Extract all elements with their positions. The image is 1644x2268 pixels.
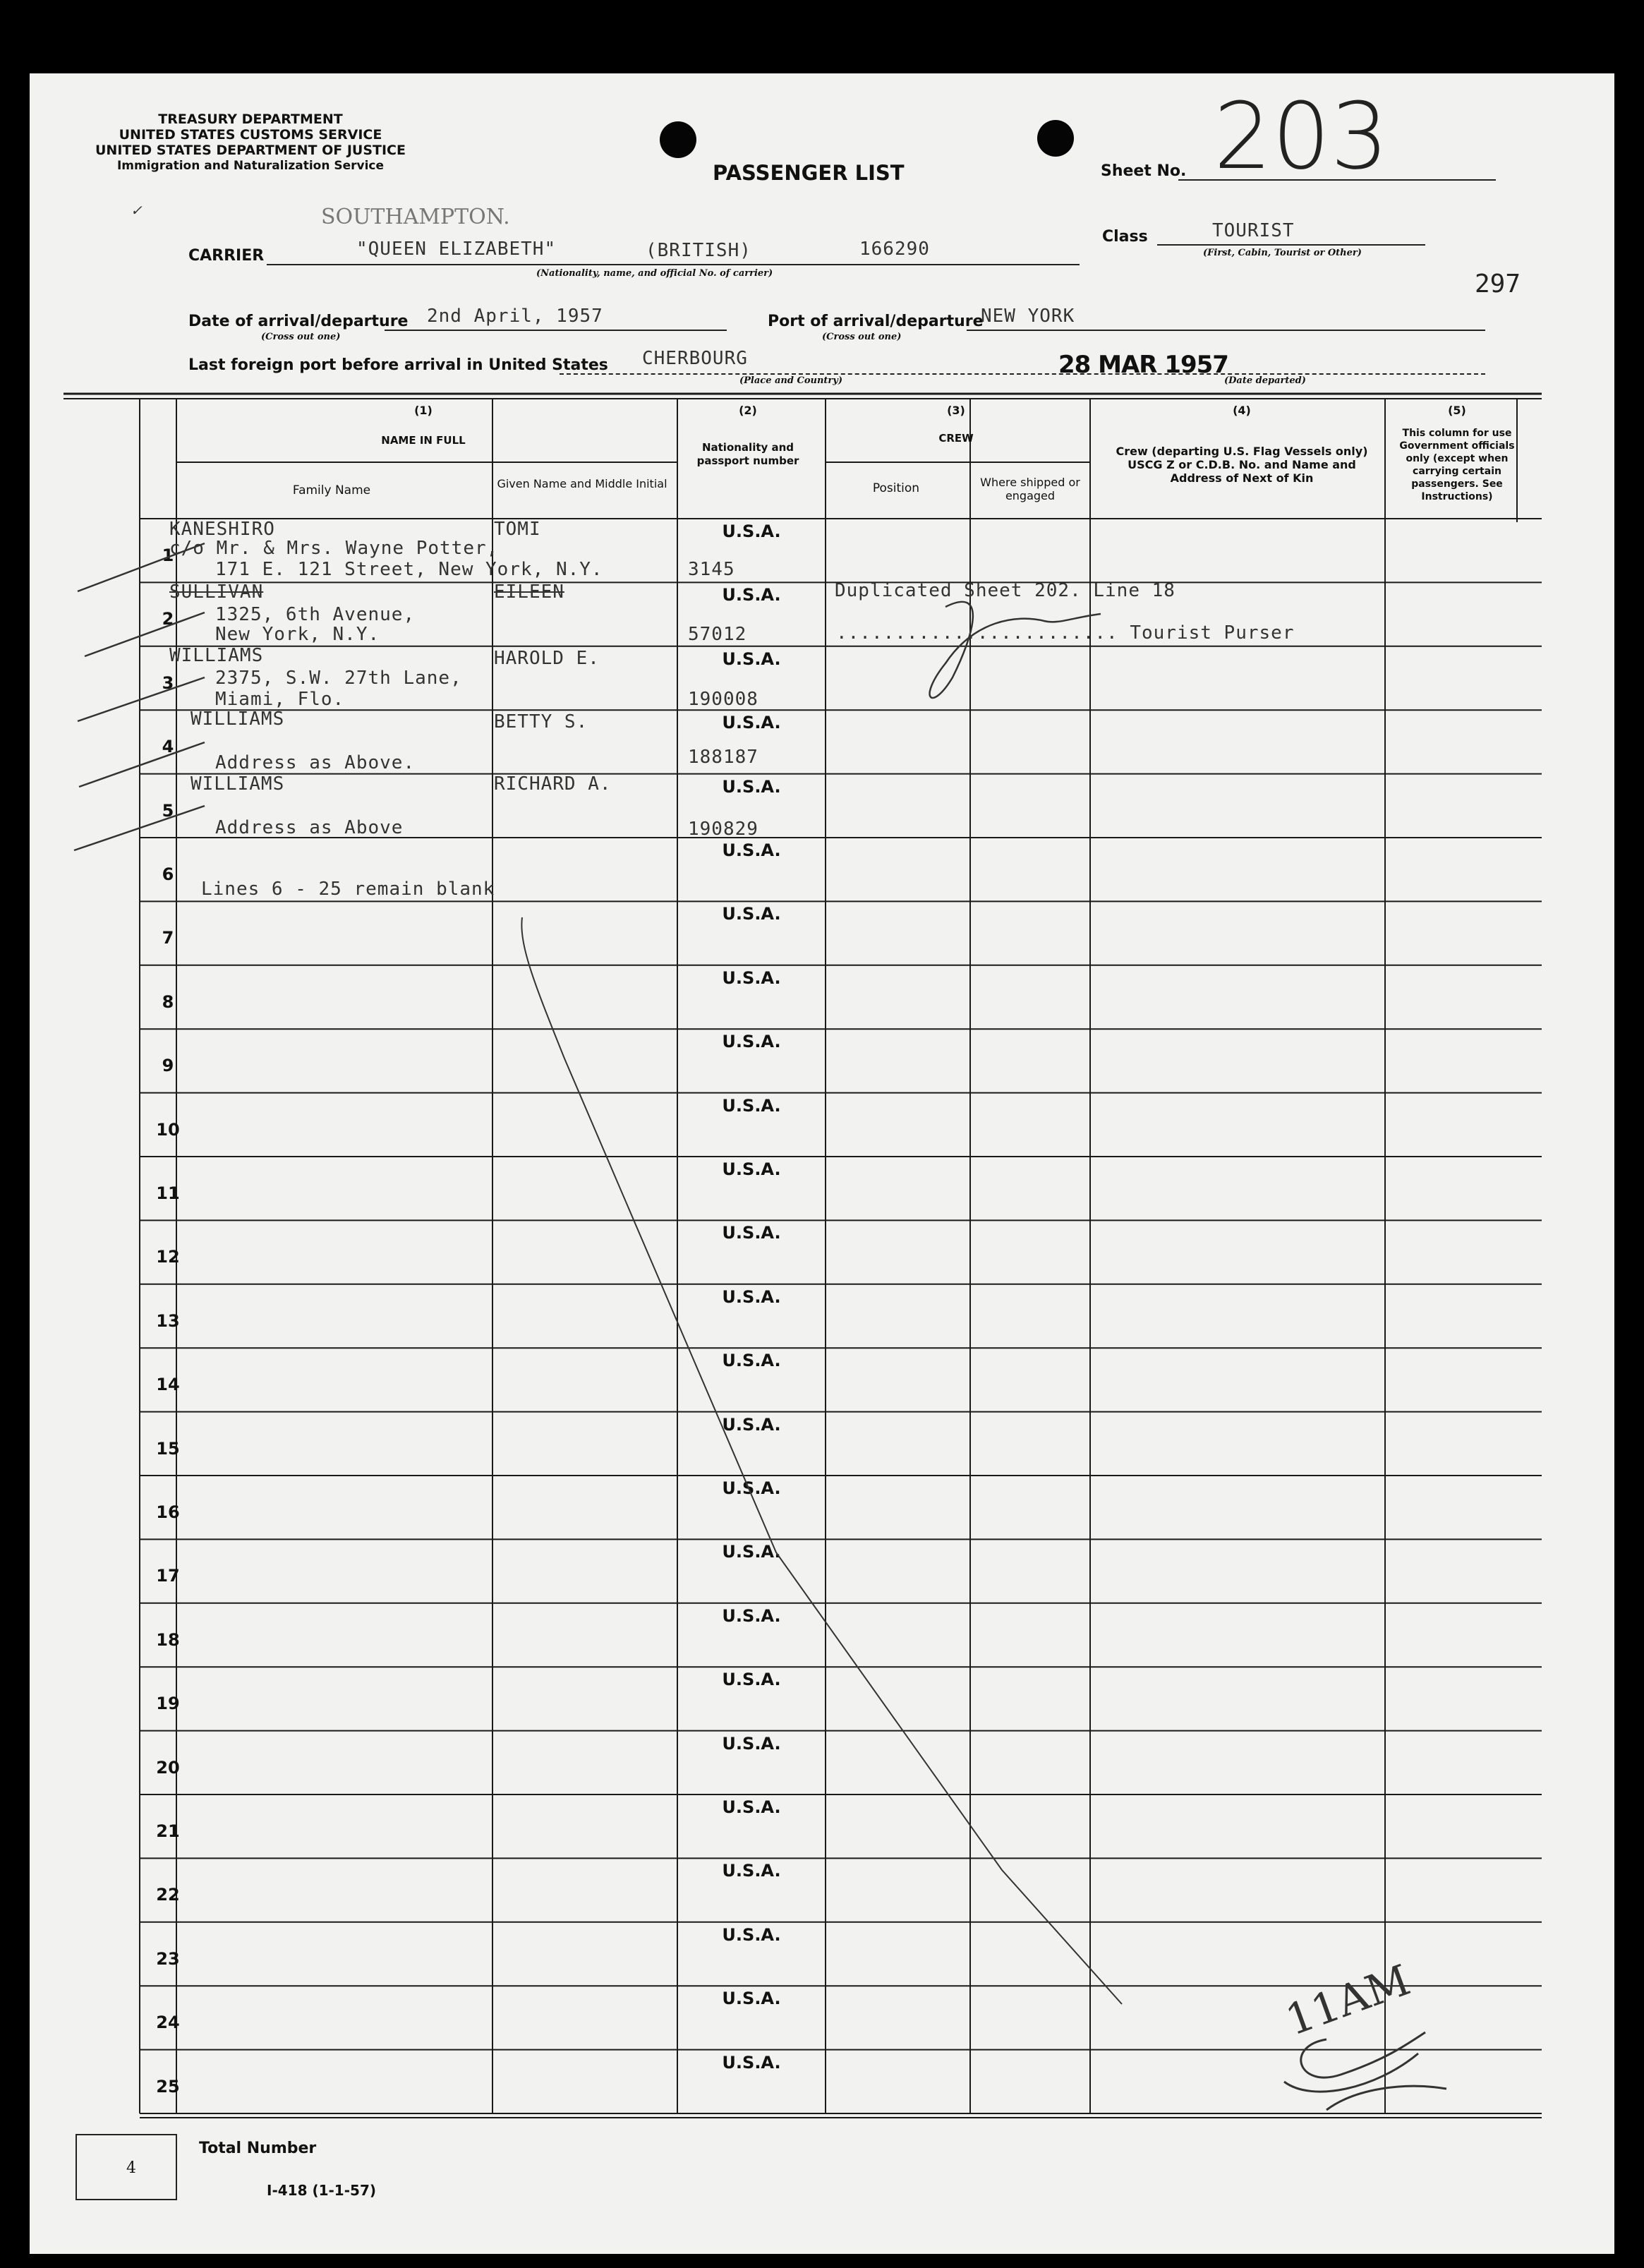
nationality-cell: U.S.A. — [722, 1478, 781, 1498]
arrival-caption: (Cross out one) — [261, 332, 341, 342]
nationality-cell: U.S.A. — [722, 967, 781, 988]
line-number: 3 — [162, 672, 174, 693]
check-line-1 — [78, 543, 205, 591]
col5-number: (5) — [1448, 404, 1466, 417]
r2-purser-note: ........................ Tourist Purser — [836, 622, 1295, 644]
total-number-box — [75, 2134, 177, 2200]
r5-address: Address as Above — [215, 817, 404, 838]
handwritten-initials — [1284, 2032, 1446, 2110]
where-shipped-header: Where shipped or engaged — [980, 476, 1080, 502]
col3-number: (3) — [947, 404, 965, 417]
date-departed-caption: (Date departed) — [1224, 375, 1306, 386]
carrier-number: 166290 — [859, 239, 930, 260]
sheet-label: Sheet No. — [1101, 162, 1187, 180]
family-name-header: Family Name — [292, 483, 371, 497]
line-number: 23 — [156, 1948, 180, 1969]
line-number: 15 — [156, 1438, 180, 1459]
r2-given-name: EILEEN — [494, 581, 564, 603]
total-number-label: Total Number — [199, 2140, 317, 2157]
nationality-cell: U.S.A. — [722, 1989, 781, 2009]
nationality-cell: U.S.A. — [722, 1095, 781, 1116]
nationality-cell: U.S.A. — [722, 649, 781, 669]
class-caption: (First, Cabin, Tourist or Other) — [1203, 248, 1362, 258]
col2-title: Nationality and passport number — [696, 441, 799, 467]
dept-line-1: TREASURY DEPARTMENT — [158, 111, 343, 127]
line-number: 13 — [156, 1310, 180, 1331]
line-number: 18 — [156, 1629, 180, 1650]
r3-passport: 190008 — [688, 689, 758, 710]
col5-title: This column for use Government officials only (except when carrying certain passengers. See Instructions) — [1399, 428, 1515, 502]
line-number: 21 — [156, 1821, 180, 1841]
r2-crew-note: Duplicated Sheet 202. Line 18 — [835, 580, 1175, 601]
r6-remain-blank-note: Lines 6 - 25 remain blank — [201, 879, 495, 900]
nationality-cell: U.S.A. — [722, 1733, 781, 1754]
arrival-value: 2nd April, 1957 — [427, 306, 603, 327]
line-number: 10 — [156, 1119, 180, 1140]
last-port-caption: (Place and Country) — [739, 375, 842, 386]
nationality-cell: U.S.A. — [722, 840, 781, 860]
r1-family-name: KANESHIRO — [169, 519, 275, 540]
line-number: 24 — [156, 2013, 180, 2033]
arrival-label: Date of arrival/departure — [188, 313, 409, 330]
r2-address-2: New York, N.Y. — [215, 624, 380, 645]
r4-given-name: BETTY S. — [494, 711, 588, 732]
nationality-cell: U.S.A. — [722, 1159, 781, 1179]
last-port-label: Last foreign port before arrival in United States — [188, 356, 608, 374]
r5-passport: 190829 — [688, 819, 758, 840]
dept-line-2: UNITED STATES CUSTOMS SERVICE — [119, 127, 382, 143]
position-header: Position — [872, 481, 920, 495]
dept-line-4: Immigration and Naturalization Service — [116, 159, 385, 173]
nationality-cell: U.S.A. — [722, 1542, 781, 1562]
given-name-header: Given Name and Middle Initial — [497, 477, 667, 490]
nationality-cell: U.S.A. — [722, 521, 781, 541]
r1-address-1: c/o Mr. & Mrs. Wayne Potter, — [169, 538, 499, 559]
carrier-name: "QUEEN ELIZABETH" — [356, 239, 557, 260]
line-number: 6 — [162, 864, 174, 884]
nationality-cell: U.S.A. — [722, 1605, 781, 1626]
nationality-cell: U.S.A. — [722, 776, 781, 797]
col1-number: (1) — [414, 404, 433, 417]
line-number: 25 — [156, 2076, 180, 2097]
r2-address-1: 1325, 6th Avenue, — [215, 604, 416, 625]
sheet-number: 203 — [1214, 83, 1389, 190]
line-number: 8 — [162, 991, 174, 1012]
class-label: Class — [1102, 228, 1148, 246]
r4-passport: 188187 — [688, 747, 758, 768]
line-number: 2 — [162, 609, 174, 629]
r5-given-name: RICHARD A. — [494, 773, 612, 795]
nationality-cell: U.S.A. — [722, 1797, 781, 1817]
line-number: 17 — [156, 1566, 180, 1586]
r1-given-name: TOMI — [494, 519, 541, 540]
r3-family-name: WILLIAMS — [169, 645, 264, 666]
line-number: 16 — [156, 1502, 180, 1522]
nationality-cell: U.S.A. — [722, 2052, 781, 2073]
port-value: NEW YORK — [981, 306, 1075, 327]
r1-passport: 3145 — [688, 559, 735, 580]
line-number: 1 — [162, 545, 174, 565]
last-port-value: CHERBOURG — [642, 348, 748, 369]
check-line-4 — [79, 742, 205, 787]
dept-line-3: UNITED STATES DEPARTMENT OF JUSTICE — [95, 143, 406, 158]
line-number: 20 — [156, 1757, 180, 1778]
line-number: 4 — [162, 737, 174, 757]
nationality-cell: U.S.A. — [722, 1223, 781, 1243]
r4-address: Address as Above. — [215, 752, 416, 773]
line-number: 5 — [162, 800, 174, 821]
purser-signature — [930, 602, 1101, 698]
nationality-cell: U.S.A. — [722, 904, 781, 924]
port-label: Port of arrival/departure — [768, 313, 984, 330]
carrier-label: CARRIER — [188, 247, 265, 265]
check-line-2 — [85, 613, 205, 656]
col4-title: Crew (departing U.S. Flag Vessels only) USCG Z or C.D.B. No. and Name and Address of Next of Kin — [1116, 445, 1368, 485]
line-number: 19 — [156, 1694, 180, 1714]
port-caption: (Cross out one) — [822, 332, 902, 342]
line-number: 11 — [156, 1183, 180, 1203]
page-title: PASSENGER LIST — [713, 161, 905, 185]
diagonal-strike-line — [521, 917, 1122, 2004]
r2-passport: 57012 — [688, 624, 747, 645]
check-line-3 — [78, 677, 205, 721]
nationality-cell: U.S.A. — [722, 1924, 781, 1945]
class-value: TOURIST — [1212, 220, 1295, 241]
r5-family-name: WILLIAMS — [191, 773, 285, 795]
line-number: 9 — [162, 1056, 174, 1076]
r3-address-2: Miami, Flo. — [215, 689, 345, 710]
nationality-cell: U.S.A. — [722, 713, 781, 733]
port-note: SOUTHAMPTON. — [321, 205, 510, 229]
nationality-cell: U.S.A. — [722, 585, 781, 605]
line-number: 12 — [156, 1247, 180, 1267]
r3-address-1: 2375, S.W. 27th Lane, — [215, 668, 462, 689]
side-number: 297 — [1475, 270, 1521, 298]
total-number-value: 4 — [126, 2159, 136, 2177]
line-number: 14 — [156, 1375, 180, 1395]
carrier-caption: (Nationality, name, and official No. of carrier) — [536, 268, 773, 279]
col1-title: NAME IN FULL — [381, 434, 466, 447]
check-mark: ✓ — [131, 202, 143, 219]
handwritten-time: 11AM — [1279, 1955, 1417, 2046]
carrier-nationality: (BRITISH) — [646, 240, 751, 261]
nationality-cell: U.S.A. — [722, 1414, 781, 1435]
line-number: 22 — [156, 1885, 180, 1905]
r2-family-name: SULLIVAN — [169, 581, 264, 603]
col4-number: (4) — [1233, 404, 1251, 417]
nationality-cell: U.S.A. — [722, 1670, 781, 1690]
date-departed-stamp: 28 MAR 1957 — [1058, 351, 1228, 379]
r1-address-2: 171 E. 121 Street, New York, N.Y. — [215, 559, 603, 580]
nationality-cell: U.S.A. — [722, 1286, 781, 1307]
r4-family-name: WILLIAMS — [191, 708, 285, 730]
col2-number: (2) — [739, 404, 757, 417]
r3-given-name: HAROLD E. — [494, 648, 600, 669]
check-line-5 — [74, 806, 205, 850]
form-number: I-418 (1-1-57) — [267, 2182, 376, 2199]
line-number: 7 — [162, 928, 174, 948]
nationality-cell: U.S.A. — [722, 1861, 781, 1881]
col3-title: CREW — [938, 432, 974, 445]
nationality-cell: U.S.A. — [722, 1351, 781, 1371]
nationality-cell: U.S.A. — [722, 1032, 781, 1052]
